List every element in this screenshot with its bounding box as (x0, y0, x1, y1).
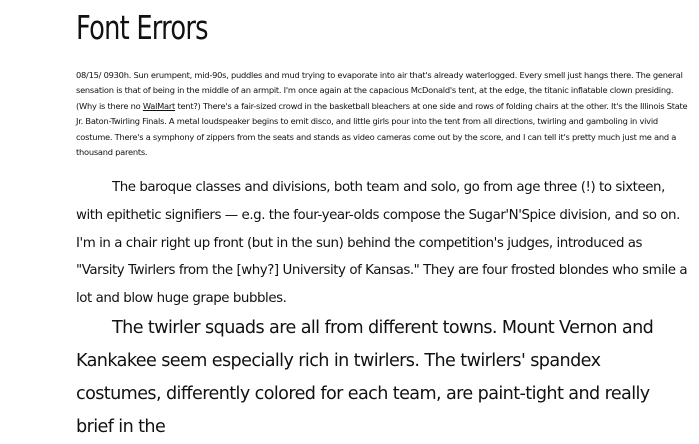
page-title: Font Errors (76, 8, 208, 47)
paragraph-small-font (76, 68, 688, 160)
walmart-word: WalMart (142, 100, 176, 111)
paragraph-small-text-2: tent?) There's a fair-sized crowd in the basketball bleachers at one side and rows of folding chairs at the other. It's the Illinois State Jr. Baton-Twirling Finals. A metal loudspeaker begins to emit disco, and little girls pour into the tent from all directions, twirling and gamboling in vivid costume. There's a symphony of zippers from the seats and stands as video cameras come out by the score, and I can tell it's pretty much just me and a thousand parents. (76, 100, 688, 158)
document-page (76, 0, 688, 437)
paragraph-large-font: The twirler squads are all from different towns. Mount Vernon and Kankakee seem especially rich in twirlers. The twirlers' spandex costumes, differently colored for each team, are paint-tight and really brief in the (76, 318, 654, 437)
paragraph-small-text-1: 08/15/ 0930h. Sun erumpent, mid-90s, puddles and mud trying to evaporate into air that's already waterlogged. Every smell just hangs there. The general sensation is that of being in the middle of an armpit. I'm once again at the capacious McDonald's tent, at the edge, the titanic inflatable clown presiding. (Why is there no (76, 70, 683, 111)
paragraph-medium-font: The baroque classes and divisions, both team and solo, go from age three (!) to sixteen, with epithetic signifiers — e.g. the four-year-olds compose the Sugar'N'Spice division, and so on. I'm in a chair right up front (but in the sun) behind the competition's judges, introduced as "Varsity Twirlers from the [why?] University of Kansas." They are four frosted blondes who smile a lot and blow huge grape bubbles. (76, 180, 688, 307)
